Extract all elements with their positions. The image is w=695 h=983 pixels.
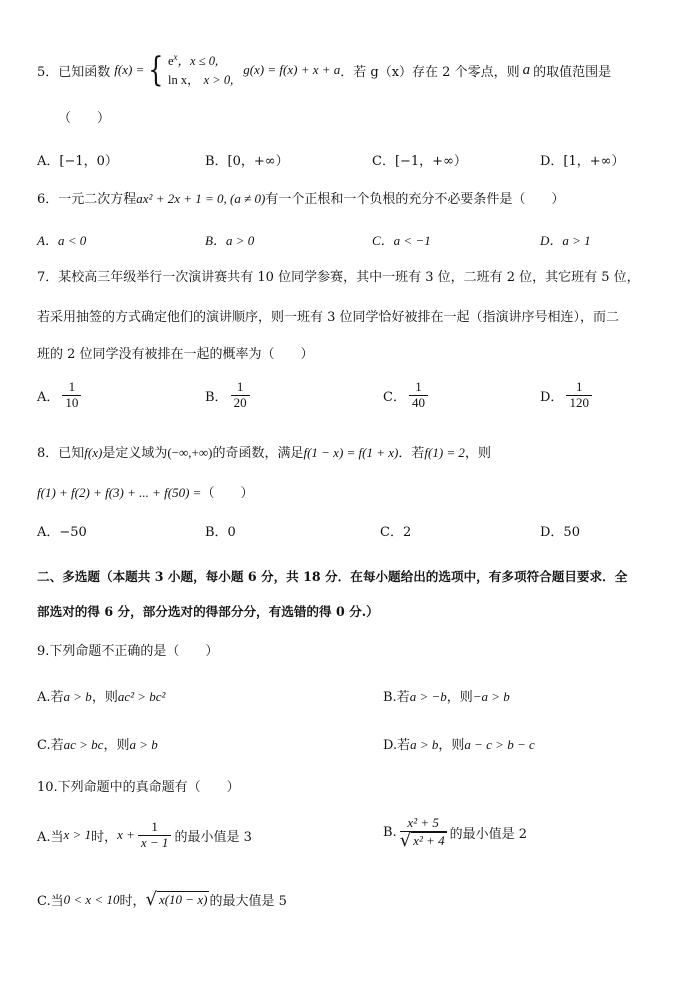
q6-option-b: B．a > 0 — [205, 233, 255, 248]
q5-brace: { — [148, 50, 164, 90]
q5-option-a: A．[−1，0） — [37, 154, 118, 169]
q9-option-d: D.若a > b，则a − c > b − c — [383, 737, 535, 753]
q7-option-b: B． $\frac{1}{20}$ — [205, 380, 253, 411]
question-8-stem: 8．已知f(x)是定义域为(−∞,+∞)的奇函数，满足f(1 − x) = f(1 + x)．若f(1) = 2，则 — [37, 445, 491, 461]
q8-f1: f(1) = 2 — [424, 445, 465, 460]
q8-fx: f(x) — [84, 445, 103, 460]
q8-paren: （ ） — [201, 486, 254, 501]
q5-option-b: B．[0，+∞） — [205, 154, 289, 169]
q5-answer-paren: （ ） — [58, 111, 111, 126]
question-5-stem — [37, 48, 611, 92]
q7-option-a-fraction: $\frac{1}{10}$ — [62, 380, 81, 411]
question-9-stem: 9.下列命题不正确的是（ ） — [37, 644, 219, 659]
q8-sum: f(1) + f(2) + f(3) + ... + f(50) = — [37, 485, 202, 500]
q5-option-d: D．[1，+∞） — [540, 154, 625, 169]
q5-text-mid: ．若 g（x）存在 2 个零点，则 — [340, 64, 520, 80]
q10-option-b-fraction: x² + 5 √ x² + 4 — [399, 815, 445, 851]
q6-equation: ax² + 2x + 1 = 0, (a ≠ 0) — [136, 191, 266, 206]
q7-option-d-fraction: $\frac{1}{120}$ — [566, 380, 592, 411]
section-2-heading-line-1: 二、多选题（本题共 3 小题，每小题 6 分，共 18 分．在每小题给出的选项中，有多项符合题目要求．全 — [37, 569, 628, 584]
q8-condition: f(1 − x) = f(1 + x) — [303, 445, 399, 460]
question-7-line-1: 7．某校高三年级举行一次演讲赛共有 10 位同学参赛，其中一班有 3 位，二班有 2 位，其它班有 5 位， — [37, 270, 640, 285]
q6-option-d: D．a > 1 — [540, 233, 591, 248]
q8-sum-line — [37, 482, 253, 501]
q10-option-b-sqrt: √ x² + 4 — [399, 829, 445, 851]
question-6-stem — [37, 188, 564, 207]
question-10-stem: 10.下列命题中的真命题有（ ） — [37, 780, 240, 795]
question-7-line-2: 若采用抽签的方式确定他们的演讲顺序，则一班有 3 位同学恰好被排在一起（指演讲序号相连），而二 — [37, 310, 620, 325]
q8-option-c: C．2 — [380, 525, 412, 540]
question-7-line-3: 班的 2 位同学没有被排在一起的概率为（ ） — [37, 347, 314, 362]
q5-option-c: C．[−1，+∞） — [372, 154, 467, 169]
q10-option-b: B. x² + 5 √ x² + 4 的最小值是 2 — [383, 815, 528, 851]
q10-option-a-fraction: $\frac{1}{x - 1}$ — [138, 820, 172, 851]
q9-option-b: B.若a > −b，则−a > b — [383, 689, 510, 705]
q5-f-definition: f(x) = — [114, 62, 145, 77]
q7-option-c-fraction: $\frac{1}{40}$ — [409, 380, 428, 411]
q7-option-a: A． $\frac{1}{10}$ — [37, 380, 84, 411]
q6-number: 6．一元二次方程 — [37, 192, 137, 207]
q10-option-a: A.当 x > 1 时， x + $\frac{1}{x - 1}$ 的最小值是 3 — [37, 819, 252, 850]
q9-option-c: C.若ac > bc，则a > b — [37, 737, 158, 753]
q7-option-b-fraction: $\frac{1}{20}$ — [231, 380, 250, 411]
q6-option-a: A．a < 0 — [37, 233, 87, 248]
section-2-heading-line-2: 部选对的得 6 分，部分选对的得部分分，有选错的得 0 分.） — [37, 604, 379, 619]
q5-number: 5．已知函数 — [37, 64, 111, 80]
q5-piecewise: $e^x$，x ≤ 0, ln x， x > 0, — [167, 52, 234, 87]
q8-option-d: D．50 — [540, 525, 580, 540]
q10-option-c: C.当 0 < x < 10 时， √ x(10 − x) 的最大值是 5 — [37, 888, 287, 910]
q5-g-definition: g(x) = f(x) + x + a — [243, 62, 341, 77]
q7-option-c: C． $\frac{1}{40}$ — [383, 380, 431, 411]
q9-option-a: A.若a > b，则ac² > bc² — [37, 689, 166, 705]
q5-var-a: a — [522, 61, 531, 78]
q7-option-d: D． $\frac{1}{120}$ — [540, 380, 595, 411]
q8-option-a: A．−50 — [37, 525, 87, 540]
q6-text: 有一个正根和一个负根的充分不必要条件是（ ） — [265, 192, 565, 207]
q8-option-b: B．0 — [205, 525, 236, 540]
q8-domain: (−∞,+∞) — [167, 445, 213, 460]
q5-text-end: 的取值范围是 — [533, 64, 612, 80]
q10-option-c-sqrt: √ x(10 − x) — [145, 888, 208, 910]
q6-option-c: C．a < −1 — [372, 233, 431, 248]
